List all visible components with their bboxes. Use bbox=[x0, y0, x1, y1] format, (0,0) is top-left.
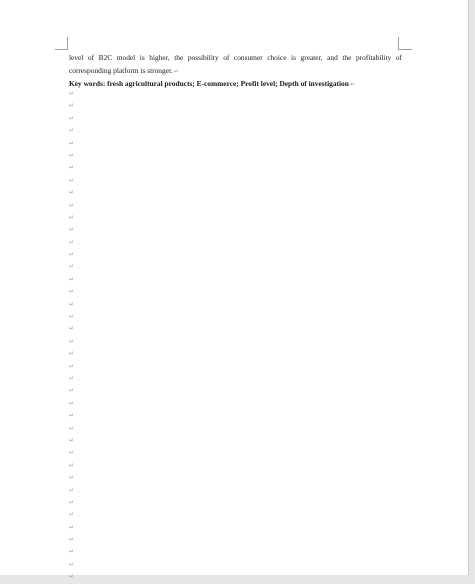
paragraph-mark-icon: ↵ bbox=[69, 275, 75, 283]
paragraph-mark-icon: ↵ bbox=[69, 412, 75, 420]
paragraph-mark-icon: ↵ bbox=[69, 362, 75, 370]
paragraph-mark-icon: ↵ bbox=[173, 67, 179, 75]
paragraph-mark-icon: ↵ bbox=[69, 313, 75, 321]
paragraph-mark-icon: ↵ bbox=[69, 449, 75, 457]
paragraph-mark-icon: ↵ bbox=[69, 436, 75, 444]
paragraph-mark-icon: ↵ bbox=[69, 387, 75, 395]
paragraph-mark-icon: ↵ bbox=[69, 102, 75, 110]
keywords-text: Key words: fresh agricultural products; E-commerce; Profit level; Depth of investigation bbox=[69, 79, 349, 88]
paragraph-mark-icon: ↵ bbox=[349, 81, 355, 88]
paragraph-mark-icon: ↵ bbox=[69, 213, 75, 221]
paragraph-mark-icon: ↵ bbox=[69, 288, 75, 296]
paragraph-mark-icon: ↵ bbox=[69, 424, 75, 432]
paragraph-mark-icon: ↵ bbox=[69, 350, 75, 358]
paragraph-mark-icon: ↵ bbox=[69, 511, 75, 519]
paragraph-mark-icon: ↵ bbox=[69, 474, 75, 482]
paragraph-mark-icon: ↵ bbox=[69, 90, 75, 97]
paragraph-mark-icon: ↵ bbox=[69, 498, 75, 506]
paragraph-mark-icon: ↵ bbox=[69, 114, 75, 122]
keywords-paragraph[interactable] bbox=[69, 78, 402, 92]
crop-mark-top-left bbox=[55, 37, 68, 50]
crop-mark-top-right bbox=[398, 37, 412, 50]
paragraph-mark-icon: ↵ bbox=[69, 399, 75, 407]
paragraph-mark-icon: ↵ bbox=[69, 536, 75, 544]
paragraph-mark-icon: ↵ bbox=[69, 127, 75, 135]
paragraph-mark-icon: ↵ bbox=[69, 573, 75, 581]
abstract-text: level of B2C model is higher, the possibility of consumer choice is greater, and the profitability of corresponding platform is stronger. bbox=[69, 53, 402, 75]
paragraph-mark-icon: ↵ bbox=[69, 560, 75, 568]
paragraph-mark-icon: ↵ bbox=[69, 523, 75, 531]
paragraph-mark-icon: ↵ bbox=[69, 486, 75, 494]
paragraph-mark-icon: ↵ bbox=[69, 374, 75, 382]
paragraph-mark-icon: ↵ bbox=[69, 300, 75, 308]
abstract-paragraph[interactable] bbox=[69, 52, 402, 78]
paragraph-mark-icon: ↵ bbox=[69, 139, 75, 147]
paragraph-mark-icon: ↵ bbox=[69, 251, 75, 259]
document-body[interactable] bbox=[69, 52, 402, 92]
paragraph-mark-icon: ↵ bbox=[69, 263, 75, 271]
paragraph-mark-icon: ↵ bbox=[69, 201, 75, 209]
paragraph-mark-icon: ↵ bbox=[69, 151, 75, 159]
paragraph-mark-icon: ↵ bbox=[69, 461, 75, 469]
paragraph-mark-icon: ↵ bbox=[69, 325, 75, 333]
paragraph-mark-icon: ↵ bbox=[69, 238, 75, 246]
paragraph-mark-icon: ↵ bbox=[69, 226, 75, 234]
empty-paragraphs bbox=[69, 88, 89, 584]
paragraph-mark-icon: ↵ bbox=[69, 189, 75, 197]
paragraph-mark-icon: ↵ bbox=[69, 337, 75, 345]
paragraph-mark-icon: ↵ bbox=[69, 548, 75, 556]
page-gutter bbox=[469, 0, 475, 575]
paragraph-mark-icon: ↵ bbox=[69, 176, 75, 184]
paragraph-mark-icon: ↵ bbox=[69, 164, 75, 172]
